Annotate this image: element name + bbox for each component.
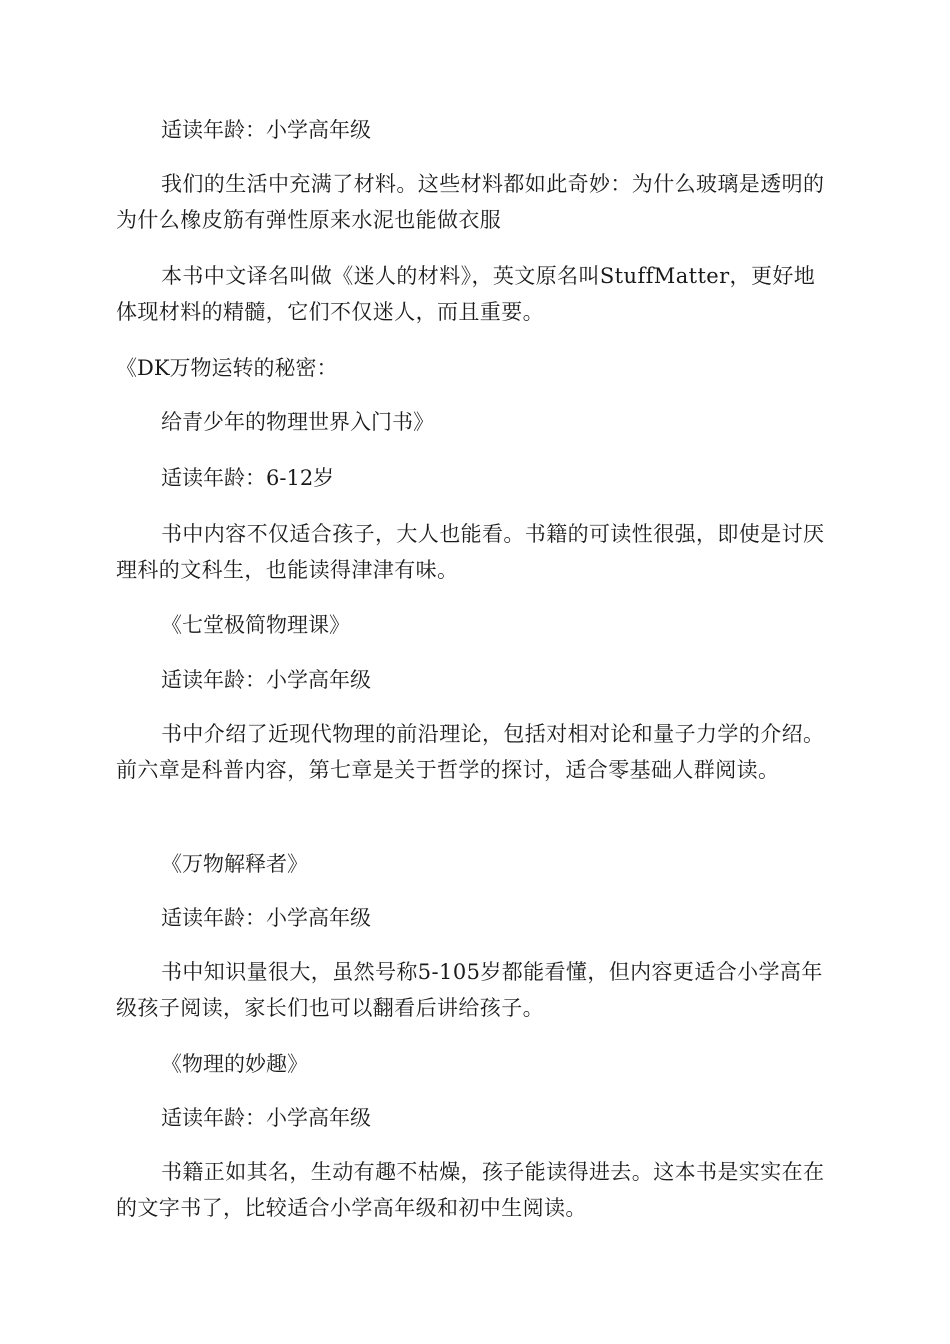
book-title: 《七堂极简物理课》 <box>161 613 350 637</box>
age-line: 适读年龄：小学高年级 <box>161 1106 371 1130</box>
age-line: 适读年龄：6-12岁 <box>161 466 335 490</box>
age-line: 适读年龄：小学高年级 <box>161 906 371 930</box>
paragraph: 书中知识量很大，虽然号称5-105岁都能看懂，但内容更适合小学高年级孩子阅读，家长们也可以翻看后讲给孩子。 <box>116 960 823 1020</box>
age-line: 适读年龄：小学高年级 <box>161 668 371 692</box>
paragraph: 本书中文译名叫做《迷人的材料》，英文原名叫StuffMatter，更好地体现材料的精髓，它们不仅迷人，而且重要。 <box>116 264 816 324</box>
book-title-continued: 给青少年的物理世界入门书》 <box>161 410 434 434</box>
book-title: 《物理的妙趣》 <box>161 1052 308 1076</box>
paragraph: 书中内容不仅适合孩子，大人也能看。书籍的可读性很强，即使是讨厌理科的文科生，也能读得津津有味。 <box>116 522 825 582</box>
paragraph: 书籍正如其名，生动有趣不枯燥，孩子能读得进去。这本书是实实在在的文字书了，比较适合小学高年级和初中生阅读。 <box>116 1160 825 1220</box>
age-line: 适读年龄：小学高年级 <box>161 118 371 142</box>
book-title: 《万物解释者》 <box>161 852 308 876</box>
book-title: 《DK万物运转的秘密： <box>116 356 338 380</box>
paragraph: 我们的生活中充满了材料。这些材料都如此奇妙：为什么玻璃是透明的为什么橡皮筋有弹性原来水泥也能做衣服 <box>116 172 825 232</box>
paragraph: 书中介绍了近现代物理的前沿理论，包括对相对论和量子力学的介绍。前六章是科普内容，第七章是关于哲学的探讨，适合零基础人群阅读。 <box>116 722 825 782</box>
